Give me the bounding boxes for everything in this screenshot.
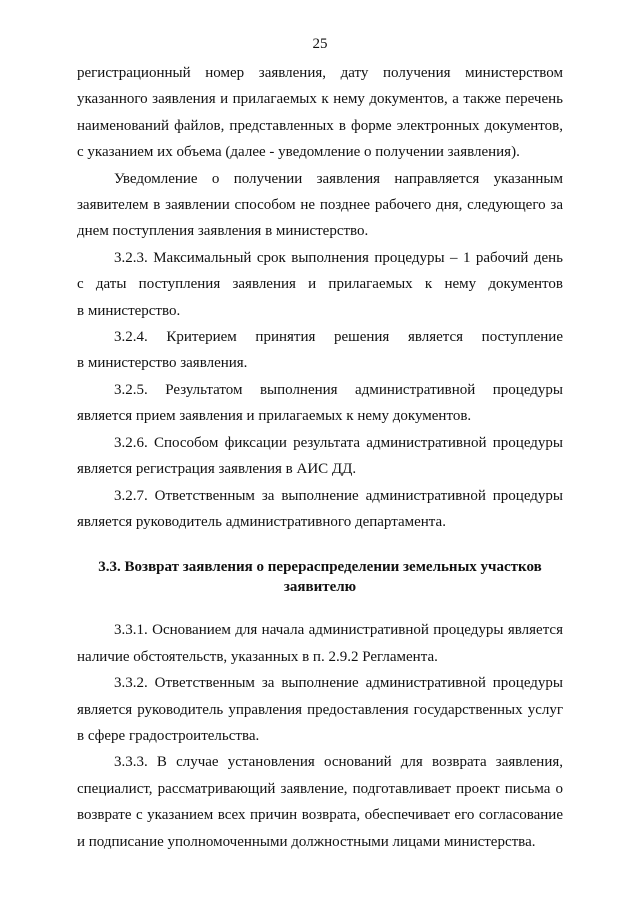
paragraph-3-3-2 xyxy=(77,670,563,749)
text-line: наличие обстоятельств, указанных в п. 2.9.2 Регламента. xyxy=(77,648,438,665)
text-line: 3.2.6. Способом фиксации результата административной процедуры xyxy=(114,434,563,451)
text-line: с даты поступления заявления и прилагаемых к нему документов xyxy=(77,276,563,293)
paragraph-3-2-cont xyxy=(77,60,563,166)
text-line: возврате с указанием всех причин возврата, обеспечивает его согласование xyxy=(77,807,563,824)
text-line: в министерство заявления. xyxy=(77,355,248,372)
text-line: указанного заявления и прилагаемых к нему документов, а также перечень xyxy=(77,91,563,108)
text-line: специалист, рассматривающий заявление, подготавливает проект письма о xyxy=(77,780,563,797)
paragraph-3-2-6 xyxy=(77,430,563,483)
section-heading-3-3 xyxy=(77,557,563,597)
text-line: является прием заявления и прилагаемых к нему документов. xyxy=(77,408,472,425)
text-line: 3.3.1. Основанием для начала административной процедуры является xyxy=(114,622,563,639)
text-line: в министерство. xyxy=(77,302,181,319)
text-line: в сфере градостроительства. xyxy=(77,727,260,744)
paragraph-notification xyxy=(77,166,563,245)
heading-line: заявителю xyxy=(283,579,357,596)
paragraph-3-3-1 xyxy=(77,617,563,670)
text-line: наименований файлов, представленных в форме электронных документов, xyxy=(77,117,563,134)
text-line: является руководитель управления предоставления государственных услуг xyxy=(77,701,563,718)
text-line: заявителем в заявлении способом не позднее рабочего дня, следующего за xyxy=(77,197,563,214)
paragraph-3-2-4 xyxy=(77,324,563,377)
text-line: и подписание уполномоченными должностными лицами министерства. xyxy=(77,833,536,850)
text-line: 3.2.5. Результатом выполнения административной процедуры xyxy=(114,381,563,398)
heading-line: 3.3. Возврат заявления о перераспределении земельных участков xyxy=(98,559,542,576)
text-line: является регистрация заявления в АИС ДД. xyxy=(77,461,357,478)
text-line: регистрационный номер заявления, дату получения министерством xyxy=(77,65,563,81)
paragraph-3-2-7 xyxy=(77,483,563,536)
text-line: днем поступления заявления в министерство. xyxy=(77,223,369,240)
text-line: 3.2.4. Критерием принятия решения является поступление xyxy=(114,329,563,346)
document-body xyxy=(77,60,563,855)
text-line: Уведомление о получении заявления направляется указанным xyxy=(114,170,563,187)
text-line: 3.2.7. Ответственным за выполнение административной процедуры xyxy=(114,487,563,504)
paragraph-3-2-3 xyxy=(77,245,563,324)
text-line: является руководитель административного департамента. xyxy=(77,513,446,530)
text-line: 3.2.3. Максимальный срок выполнения процедуры – 1 рабочий день xyxy=(114,249,563,266)
paragraph-3-2-5 xyxy=(77,377,563,430)
text-line: 3.3.3. В случае установления оснований для возврата заявления, xyxy=(114,754,563,771)
text-line: 3.3.2. Ответственным за выполнение административной процедуры xyxy=(114,675,563,692)
page-number: 25 xyxy=(312,36,328,52)
text-line: с указанием их объема (далее - уведомление о получении заявления). xyxy=(77,144,520,161)
paragraph-3-3-3 xyxy=(77,749,563,855)
